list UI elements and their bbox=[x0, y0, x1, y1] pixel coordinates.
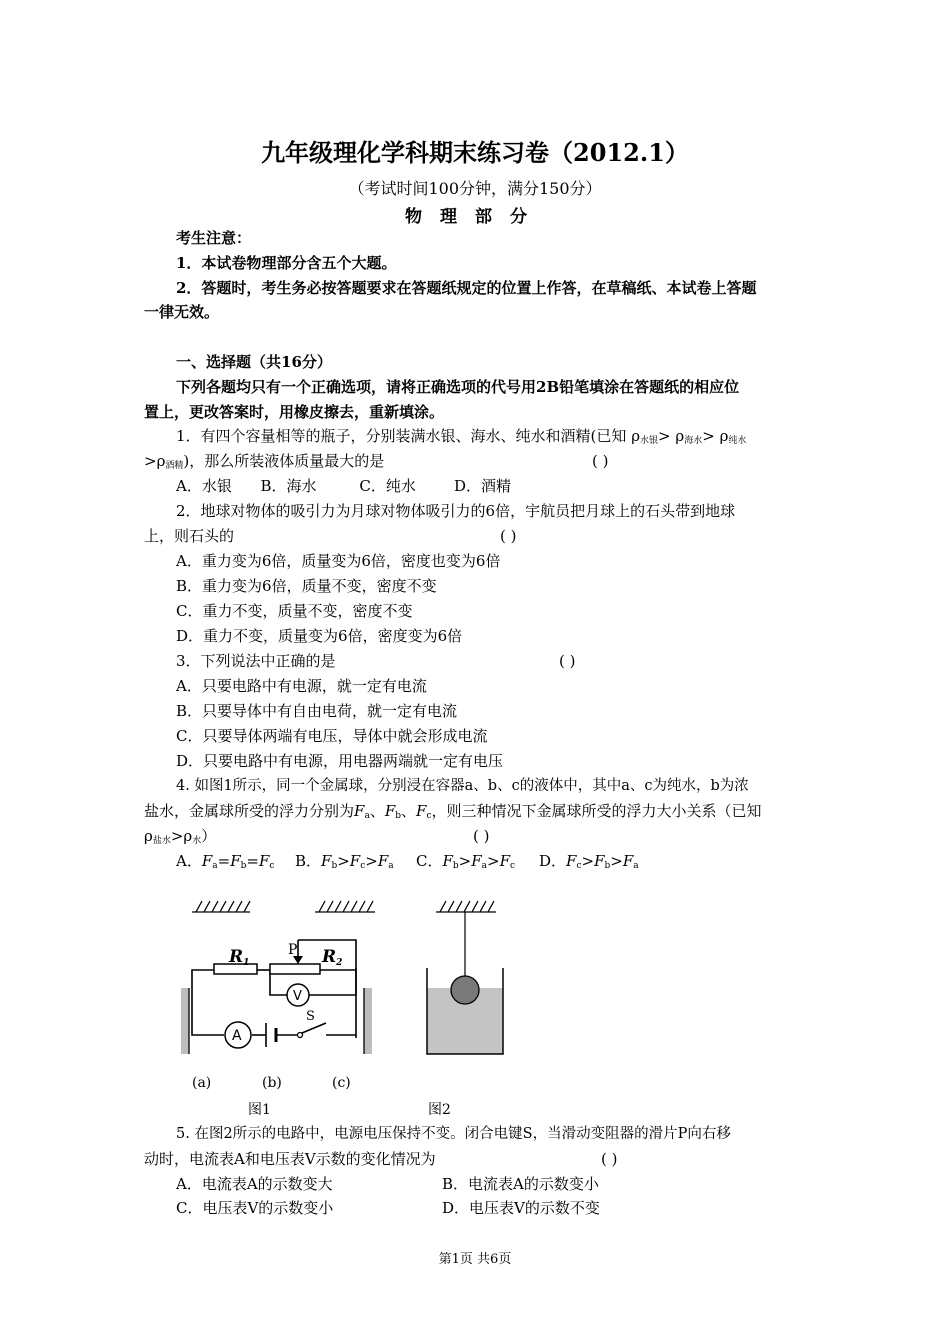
label-r1: R1 bbox=[229, 947, 250, 968]
question-2-option-b: B．重力变为6倍，质量不变，密度不变 bbox=[176, 577, 437, 595]
label-p: P bbox=[288, 942, 298, 958]
switch-blade bbox=[302, 1023, 326, 1033]
question-4-line-3: $\rho_{盐水}>\rho_水$） bbox=[144, 827, 217, 846]
question-5-line-2: 动时，电流表A和电压表V示数的变化情况为 bbox=[144, 1150, 436, 1168]
notice-item-2-line-1: 2．答题时，考生务必按答题要求在答题纸规定的位置上作答，在草稿纸、本试卷上答题 bbox=[176, 279, 757, 297]
question-2-option-d: D．重力不变，质量变为6倍，密度变为6倍 bbox=[176, 627, 463, 645]
rheostat-r2 bbox=[270, 964, 320, 974]
question-3-option-b: B．只要导体中有自由电荷，就一定有电流 bbox=[176, 702, 458, 720]
question-4-option-b: B．$F_b>F_c>F_a$ bbox=[295, 852, 394, 871]
question-2-option-c: C．重力不变，质量不变，密度不变 bbox=[176, 602, 413, 620]
metal-ball bbox=[451, 976, 479, 1004]
question-3-option-d: D．只要电路中有电源，用电器两端就一定有电压 bbox=[176, 752, 504, 770]
figure-label-a: (a) bbox=[192, 1075, 212, 1091]
notice-heading: 考生注意： bbox=[176, 229, 252, 247]
question-2-line-1: 2．地球对物体的吸引力为月球对物体吸引力的6倍，宇航员把月球上的石头带到地球 bbox=[176, 502, 736, 520]
figure-drawing bbox=[170, 890, 530, 1065]
question-4-option-c: C．$F_b>F_a>F_c$ bbox=[416, 852, 516, 871]
question-4-line-1: 4. 如图1所示，同一个金属球，分别浸在容器a、b、c的液体中，其中a、c为纯水，b为浓 bbox=[176, 778, 749, 794]
question-5-answer-paren: ( ) bbox=[601, 1150, 618, 1168]
figure-1-caption: 图1 bbox=[248, 1102, 271, 1118]
question-1-line-1: 1．有四个容量相等的瓶子，分别装满水银、海水、纯水和酒精(已知 $\rho_{水银}> \rho_{海水}> \rho_{纯水}$ bbox=[176, 427, 747, 446]
question-4-answer-paren: ( ) bbox=[473, 827, 490, 845]
question-5-option-d: D．电压表V的示数不变 bbox=[442, 1199, 600, 1217]
section-heading: 物理部分 bbox=[405, 207, 545, 227]
question-5-option-c: C．电压表V的示数变小 bbox=[176, 1199, 334, 1217]
part-heading: 一、选择题（共16分） bbox=[176, 353, 332, 371]
circuit-ceiling bbox=[192, 901, 375, 912]
question-1-answer-paren: ( ) bbox=[592, 452, 609, 470]
figure-label-c: (c) bbox=[332, 1075, 351, 1091]
question-2-option-a: A．重力变为6倍，质量变为6倍，密度也变为6倍 bbox=[176, 552, 501, 570]
question-1-options: A．水银 B．海水 C．纯水 D．酒精 bbox=[176, 477, 512, 495]
notice-item-2-line-2: 一律无效。 bbox=[144, 303, 220, 321]
label-r2: R2 bbox=[322, 947, 343, 968]
question-1-line-2: $>\rho_{酒精}$)，那么所装液体质量最大的是 bbox=[144, 452, 385, 471]
question-3-line-1: 3．下列说法中正确的是 bbox=[176, 652, 336, 670]
question-3-answer-paren: ( ) bbox=[559, 652, 576, 670]
label-s: S bbox=[306, 1009, 315, 1024]
buoyancy-ceiling bbox=[436, 901, 496, 912]
question-4-line-2: 盐水，金属球所受的浮力分别为$F_a$、$F_b$、$F_c$，则三种情况下金属球所受的浮力大小关系（已知 bbox=[144, 802, 762, 821]
part-instruction-line-1: 下列各题均只有一个正确选项，请将正确选项的代号用2B铅笔填涂在答题纸的相应位 bbox=[176, 378, 740, 396]
question-3-option-c: C．只要导体两端有电压，导体中就会形成电流 bbox=[176, 727, 488, 745]
page-number: 第1页 共6页 bbox=[438, 1252, 512, 1267]
notice-item-1: 1．本试卷物理部分含五个大题。 bbox=[176, 254, 397, 272]
question-4-option-a: A．$F_a=F_b=F_c$ bbox=[176, 852, 275, 871]
question-4-option-d: D．$F_c>F_b>F_a$ bbox=[539, 852, 639, 871]
figure-2-caption: 图2 bbox=[428, 1102, 451, 1118]
question-2-answer-paren: ( ) bbox=[500, 527, 517, 545]
question-5-option-b: B．电流表A的示数变小 bbox=[442, 1175, 599, 1193]
page-title: 九年级理化学科期末练习卷（2012.1） bbox=[261, 138, 689, 167]
figure-label-b: (b) bbox=[262, 1075, 282, 1091]
question-5-option-a: A．电流表A的示数变大 bbox=[176, 1175, 333, 1193]
exam-info: （考试时间100分钟，满分150分） bbox=[348, 179, 602, 198]
question-5-line-1: 5. 在图2所示的电路中，电源电压保持不变。闭合电键S，当滑动变阻器的滑片P向右移 bbox=[176, 1126, 731, 1142]
part-instruction-line-2: 置上，更改答案时，用橡皮擦去，重新填涂。 bbox=[144, 403, 445, 421]
question-2-line-2: 上，则石头的 bbox=[144, 527, 235, 545]
label-a: A bbox=[232, 1028, 242, 1044]
container-wall-left bbox=[181, 988, 189, 1054]
question-3-option-a: A．只要电路中有电源，就一定有电流 bbox=[176, 677, 427, 695]
label-v: V bbox=[293, 989, 302, 1004]
container-wall-right bbox=[364, 988, 372, 1054]
switch-contact bbox=[298, 1033, 303, 1038]
